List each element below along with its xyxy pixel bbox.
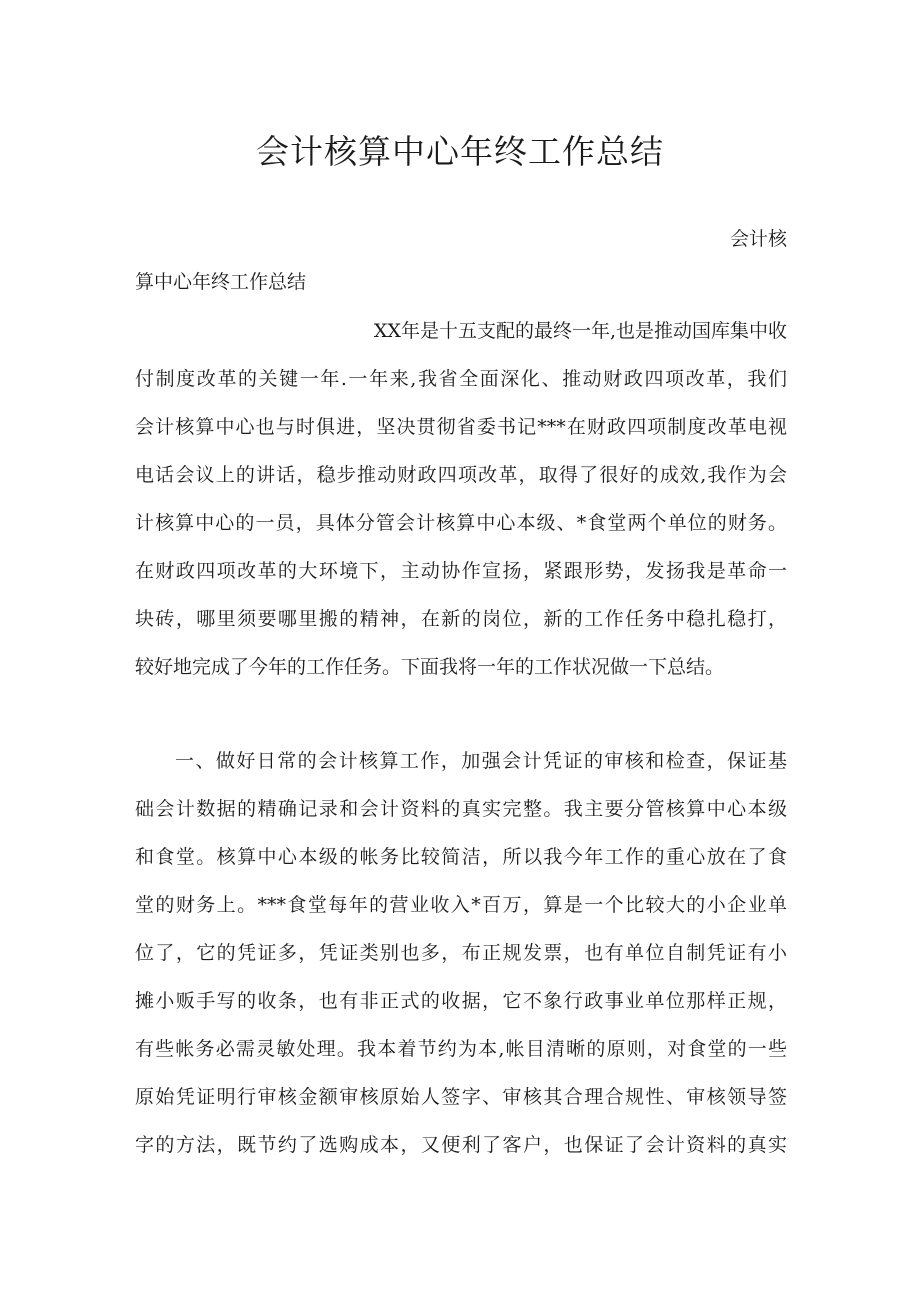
text-line: 和食堂。核算中心本级的帐务比较简洁，所以我今年工作的重心放在了食: [135, 846, 787, 868]
text-line: 付制度改革的关键一年.一年来,我省全面深化、推动财政四项改革，我们: [135, 368, 787, 390]
document-title: 会计核算中心年终工作总结: [256, 132, 664, 171]
text-line: 础会计数据的精确记录和会计资料的真实完整。我主要分管核算中心本级: [135, 798, 787, 820]
text-line: XX年是十五支配的最终一年,也是推动国库集中收: [373, 320, 787, 342]
text-line: 较好地完成了今年的工作任务。下面我将一年的工作状况做一下总结。: [135, 656, 725, 678]
text-line: 有些帐务必需灵敏处理。我本着节约为本,帐目清晰的原则，对食堂的一些: [135, 1038, 787, 1060]
text-line: 一、做好日常的会计核算工作，加强会计凭证的审核和检查，保证基: [175, 750, 787, 772]
text-line: 在财政四项改革的大环境下，主动协作宣扬，紧跟形势，发扬我是革命一: [135, 560, 787, 582]
text-line: 块砖，哪里须要哪里搬的精神，在新的岗位，新的工作任务中稳扎稳打，: [135, 608, 787, 630]
text-line: 电话会议上的讲话，稳步推动财政四项改革，取得了很好的成效,我作为会: [135, 464, 787, 486]
text-line: 摊小贩手写的收条，也有非正式的收据，它不象行政事业单位那样正规，: [135, 990, 787, 1012]
text-line: 字的方法，既节约了选购成本，又便利了客户，也保证了会计资料的真实: [135, 1134, 787, 1156]
text-line: 会计核算中心也与时俱进，坚决贯彻省委书记***在财政四项制度改革电视: [135, 416, 787, 438]
text-line: 算中心年终工作总结: [135, 271, 307, 293]
text-line: 位了，它的凭证多，凭证类别也多，布正规发票，也有单位自制凭证有小: [135, 942, 787, 964]
text-line: 原始凭证明行审核金额审核原始人签字、审核其合理合规性、审核领导签: [135, 1086, 787, 1108]
text-line: 会计核: [729, 228, 787, 250]
text-line: 计核算中心的一员，具体分管会计核算中心本级、*食堂两个单位的财务。: [135, 512, 787, 534]
text-line: 堂的财务上。***食堂每年的营业收入*百万，算是一个比较大的小企业单: [135, 894, 787, 916]
